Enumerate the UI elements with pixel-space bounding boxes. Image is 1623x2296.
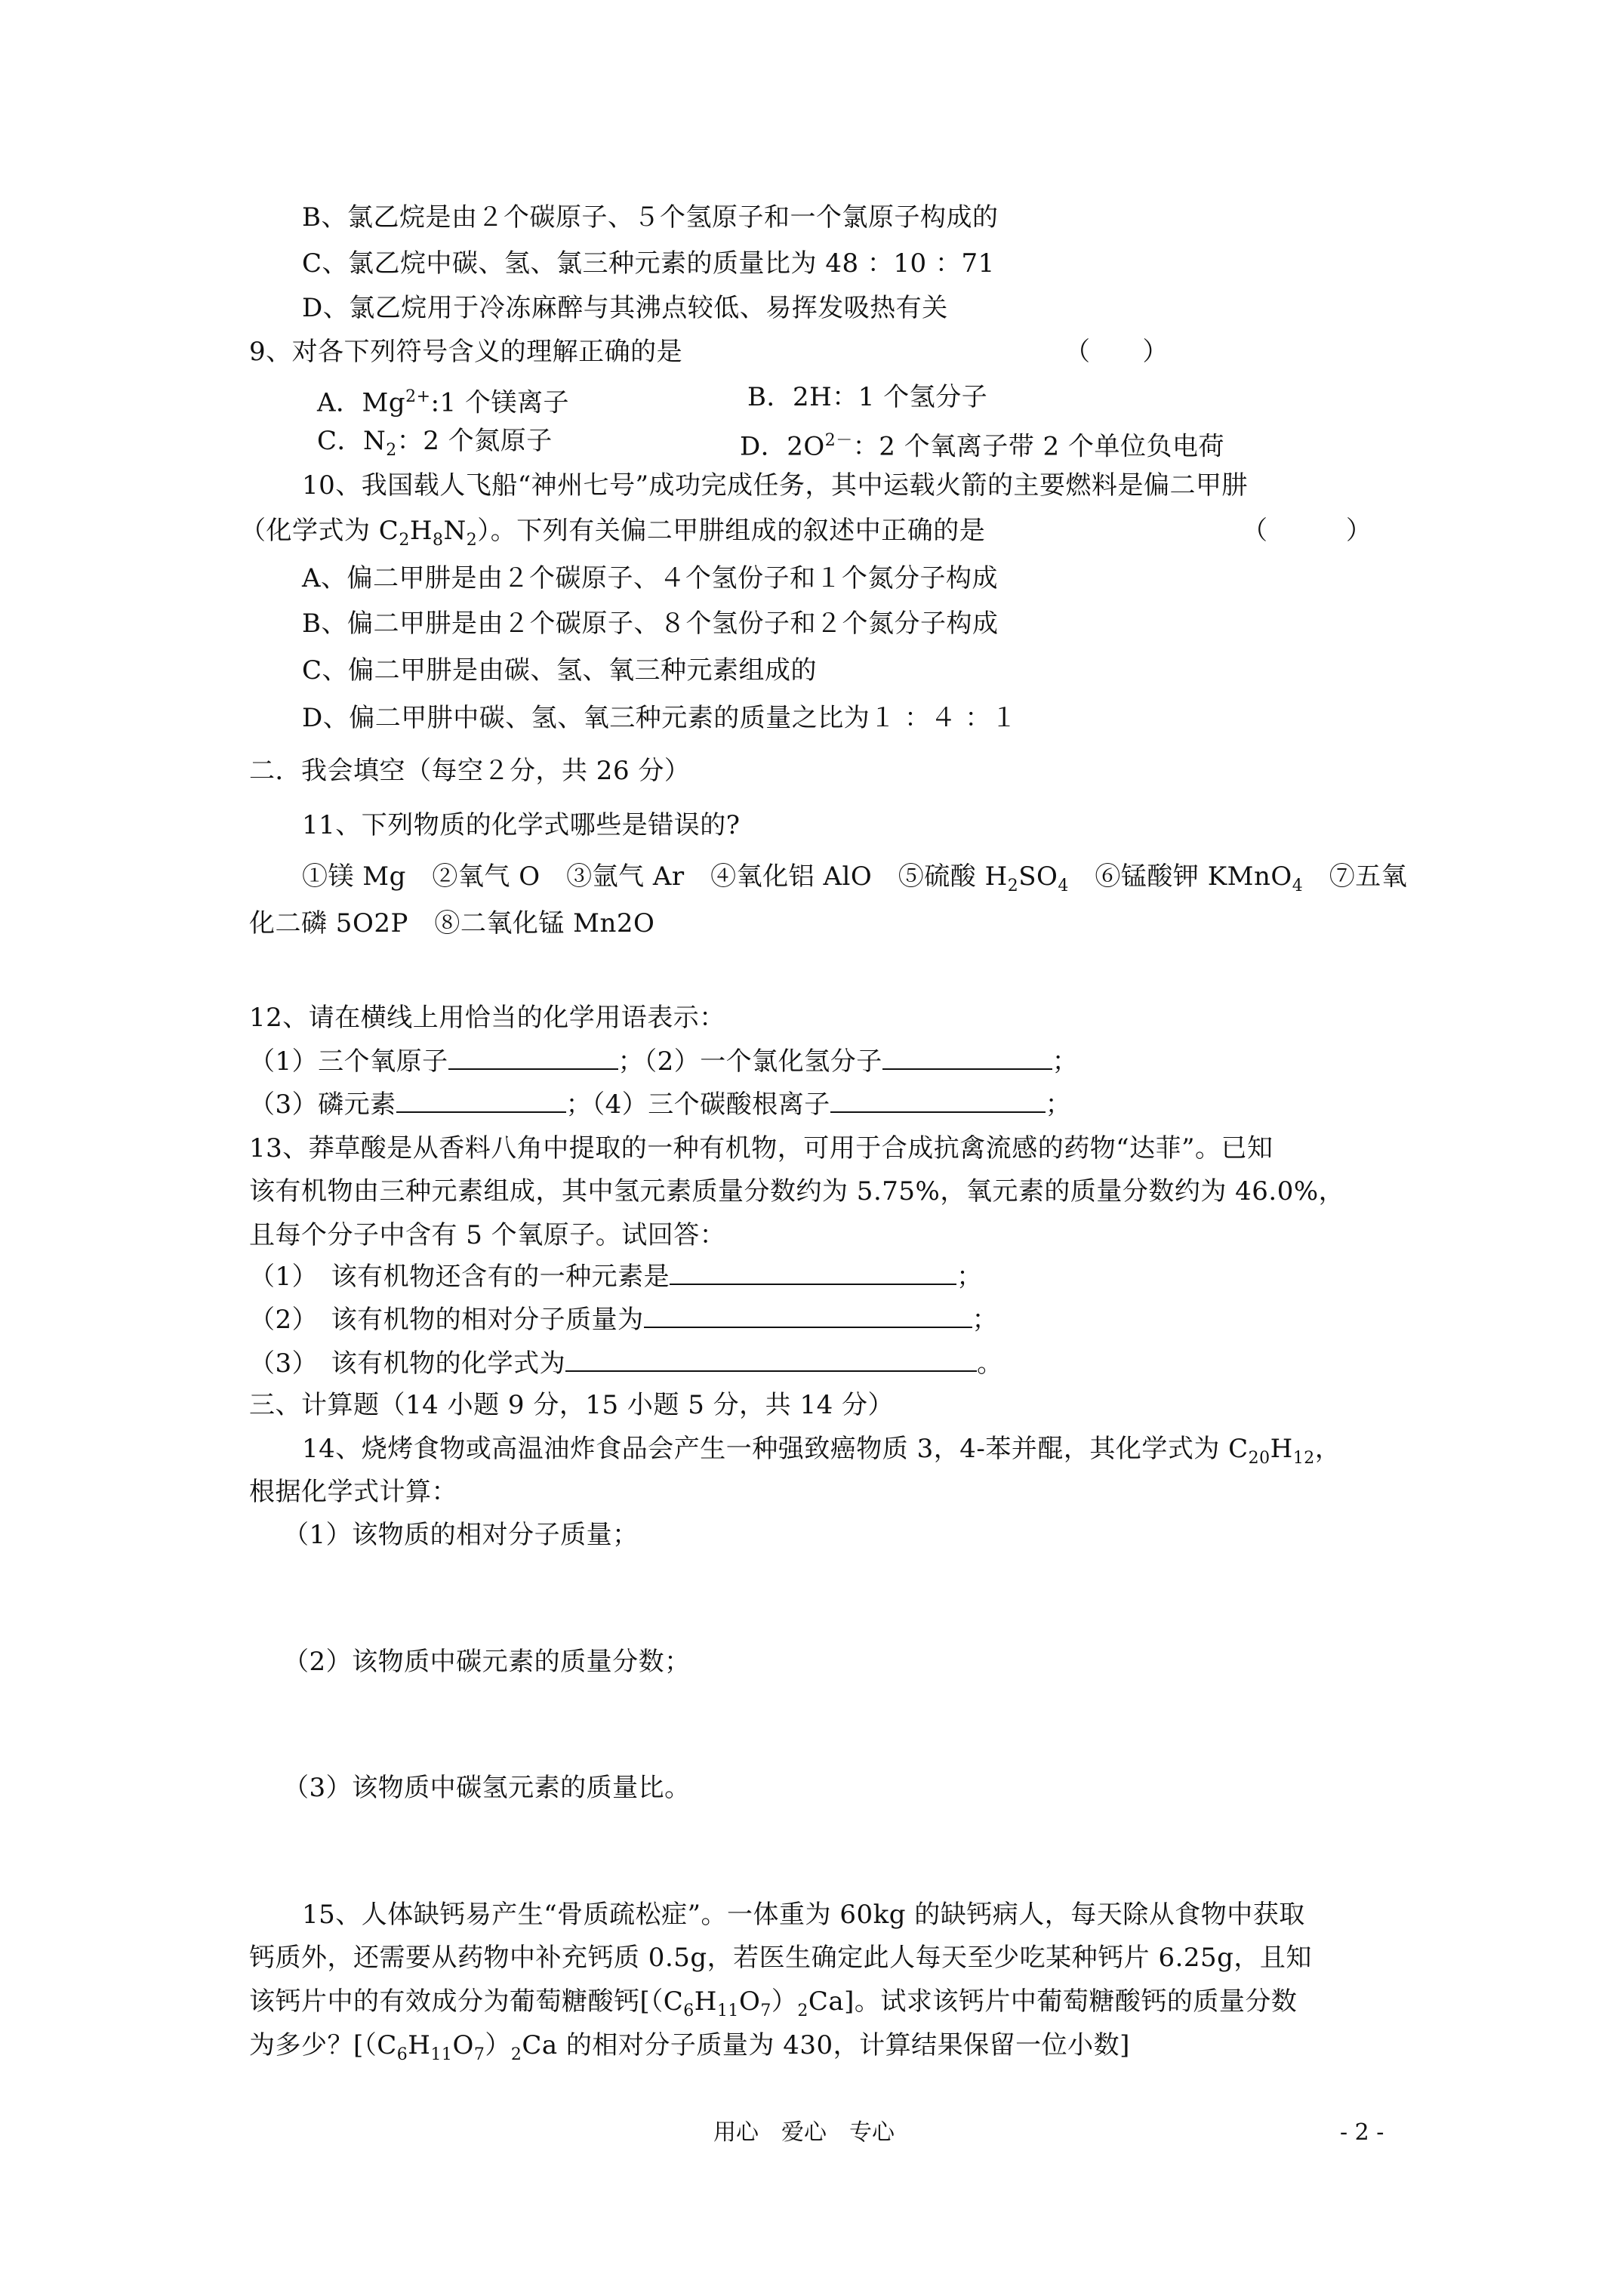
q10-option-b: B、偏二甲肼是由２个碳原子、８个氢份子和２个氮分子构成: [302, 609, 999, 639]
q13-line2: 该有机物由三种元素组成，其中氢元素质量分数约为 5.75%，氧元素的质量分数约为 46.0%，: [249, 1176, 1345, 1207]
q14-line1: 14、烧烤食物或高温油炸食品会产生一种强致癌物质 3，4-苯并醌，其化学式为 $C_{20}H_{12}$，: [302, 1434, 1341, 1468]
q10-option-d: D、偏二甲肼中碳、氢、氧三种元素的质量之比为１ ：４ ：１: [302, 703, 1018, 733]
q12-blank-3[interactable]: [396, 1087, 566, 1113]
page-number: - 2 -: [1340, 2119, 1384, 2146]
q11-stem: 11、下列物质的化学式哪些是错误的?: [302, 810, 741, 840]
q14-line2: 根据化学式计算：: [249, 1477, 457, 1507]
q10-stem-line1: 10、我国载人飞船“神州七号”成功完成任务，其中运载火箭的主要燃料是偏二甲肼: [302, 470, 1249, 501]
section-3-title: 三、计算题（14 小题 9 分，15 小题 5 分，共 14 分）: [249, 1390, 895, 1420]
q13-sub-1: （1） 该有机物还含有的一种元素是 ；: [249, 1257, 983, 1296]
q13-sub-3: （3） 该有机物的化学式为 。: [249, 1344, 1003, 1383]
footer-slogan: 用心 爱心 专心: [713, 2119, 895, 2146]
q12-line1: （1）三个氧原子 ；（2）一个氯化氢分子 ；: [249, 1042, 1078, 1081]
q13-line3: 且每个分子中含有 5 个氧原子。试回答：: [249, 1220, 726, 1250]
q12-blank-2[interactable]: [882, 1044, 1052, 1070]
q8-option-d: D、氯乙烷用于冷冻麻醉与其沸点较低、易挥发吸热有关: [302, 293, 948, 323]
q10-option-a: A、偏二甲肼是由２个碳原子、４个氢份子和１个氮分子构成: [302, 563, 999, 593]
q9-answer-paren: （ ）: [1064, 337, 1169, 367]
q14-part-3: （3）该物质中碳氢元素的质量比。: [283, 1773, 691, 1803]
q9-option-a: A．$Mg^{2+}:1$ 个镁离子: [317, 387, 569, 418]
q14-part-1: （1）该物质的相对分子质量；: [283, 1520, 639, 1550]
q13-blank-3[interactable]: [565, 1346, 977, 1372]
q9-option-d: D．$2O^{2-}$：2 个氧离子带 2 个单位负电荷: [740, 431, 1224, 462]
q9-option-c: C．$N_2$：2 个氮原子: [317, 426, 553, 460]
q12-stem: 12、请在横线上用恰当的化学用语表示：: [249, 1003, 725, 1033]
q9-option-b: B．2H：1 个氢分子: [747, 382, 988, 412]
q13-blank-1[interactable]: [670, 1259, 956, 1285]
q11-list-line1: ①镁 Mg ②氧气 O ③氩气 Ar ④氧化铝 AlO ⑤硫酸 $H_2SO_4$ ⑥锰酸钾 KMnO$_4$ ⑦五氧: [302, 861, 1408, 895]
q8-option-b: B、氯乙烷是由２个碳原子、５个氢原子和一个氯原子构成的: [302, 202, 999, 233]
q13-line1: 13、莽草酸是从香料八角中提取的一种有机物，可用于合成抗禽流感的药物“达菲”。已知: [249, 1133, 1273, 1163]
q15-line4: 为多少？[$(C_6H_{11}O_7)_2Ca$ 的相对分子质量为 430，计算结果保留一位小数]: [249, 2030, 1130, 2064]
q14-part-2: （2）该物质中碳元素的质量分数；: [283, 1647, 691, 1677]
q11-list-line2: 化二磷 5O2P ⑧二氧化锰 Mn2O: [249, 908, 655, 938]
q13-blank-2[interactable]: [644, 1302, 972, 1328]
q8-option-c: C、氯乙烷中碳、氢、氯三种元素的质量比为 48 ：10 ：71: [302, 248, 995, 279]
q9-stem: 9、对各下列符号含义的理解正确的是: [249, 337, 683, 367]
q10-option-c: C、偏二甲肼是由碳、氢、氧三种元素组成的: [302, 655, 818, 686]
q15-line1: 15、人体缺钙易产生“骨质疏松症”。一体重为 60kg 的缺钙病人，每天除从食物中获取: [302, 1900, 1305, 1930]
q10-answer-paren: （ ）: [1242, 516, 1372, 546]
q10-stem-line2: （化学式为 $C_2H_8N_2$）。下列有关偏二甲肼组成的叙述中正确的是: [240, 516, 986, 550]
q12-blank-4[interactable]: [830, 1087, 1046, 1113]
section-2-title: 二．我会填空（每空２分，共 26 分）: [249, 756, 691, 786]
q15-line3: 该钙片中的有效成分为葡萄糖酸钙$[(C_6H_{11}O_7)_2Ca]$。试求该钙片中葡萄糖酸钙的质量分数: [249, 1986, 1298, 2020]
q12-line2: （3）磷元素 ；（4）三个碳酸根离子 ；: [249, 1085, 1071, 1124]
q13-sub-2: （2） 该有机物的相对分子质量为 ；: [249, 1300, 998, 1339]
q15-line2: 钙质外，还需要从药物中补充钙质 0.5g，若医生确定此人每天至少吃某种钙片 6.25g，且知: [249, 1943, 1312, 1973]
q12-blank-1[interactable]: [448, 1044, 618, 1070]
